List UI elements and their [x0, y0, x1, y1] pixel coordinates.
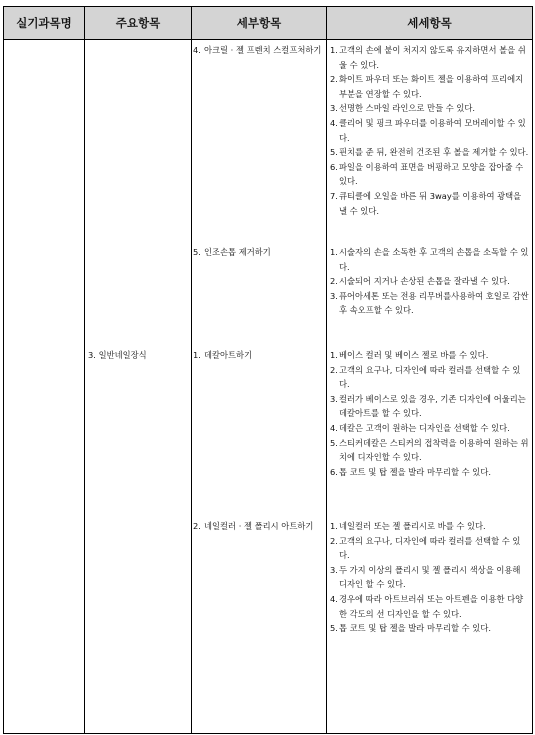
main-item-label: 일반네일장식 — [98, 350, 147, 360]
detail-list — [330, 519, 529, 636]
sub-item-number: 1. — [193, 350, 201, 360]
sub-item-cell — [193, 245, 326, 260]
list-item: 1. 네일컬러 또는 젤 폴리시로 바를 수 있다. — [330, 521, 486, 531]
detail-list — [330, 43, 529, 218]
list-item: 6. 파일을 이용하여 표면을 버핑하고 모양을 잡아줄 수 있다. — [330, 161, 524, 187]
sub-item-label: 아크릴 · 젤 프렌치 스컬프처하기 — [204, 45, 322, 55]
sub-item-label: 데칼아트하기 — [204, 350, 253, 360]
list-item: 3. 선명한 스마일 라인으로 만들 수 있다. — [330, 103, 476, 114]
list-item: 2. 고객의 요구나, 디자인에 따라 컬러를 선택할 수 있다. — [330, 364, 521, 390]
list-item: 6. 톱 코트 및 탑 젤을 발라 마무리할 수 있다. — [330, 466, 491, 477]
list-item: 4. 클리어 및 핑크 파우더를 이용하여 모버레이할 수 있다. — [330, 117, 526, 143]
list-item: 1. 시술자의 손을 소독한 후 고객의 손톱을 소독할 수 있다. — [330, 247, 529, 272]
list-item: 3. 퓨어아세톤 또는 전용 리무버를사용하여 호일로 감싼 후 속오프할 수 있다. — [330, 290, 529, 316]
list-item: 1. 베이스 컬러 및 베이스 젤로 바를 수 있다. — [330, 350, 489, 360]
list-item: 3. 두 가지 이상의 폴리시 및 젤 폴리시 색상을 이용해 디자인 할 수 있다. — [330, 564, 521, 590]
header-subject-name: 실기과목명 — [16, 16, 72, 30]
competency-table — [3, 6, 533, 734]
list-item: 2. 화이트 파우더 또는 화이트 젤을 이용하여 프리에지부분을 연장할 수 있다. — [330, 74, 524, 99]
header-detail-item: 세세항목 — [407, 16, 452, 30]
list-item: 4. 경우에 따라 아트브러쉬 또는 아트펜을 이용한 다양한 각도의 선 디자인을 할 수 있다. — [330, 593, 524, 619]
list-item: 3. 컬러가 베이스로 있을 경우, 기존 디자인에 어울리는 데칼아트를 할 수 있다. — [330, 393, 526, 419]
sub-item-number: 4. — [193, 45, 201, 55]
header-main-item: 주요항목 — [115, 16, 161, 30]
column-divider — [326, 7, 327, 733]
sub-item-cell — [193, 519, 326, 534]
list-item: 5. 톱 코트 및 탑 젤을 발라 마무리할 수 있다. — [330, 623, 491, 634]
list-item: 2. 고객의 요구나, 디자인에 따라 컬러를 선택할 수 있다. — [330, 535, 521, 561]
column-divider — [191, 7, 192, 733]
main-item-number: 3. — [88, 350, 96, 360]
sub-item-cell — [193, 348, 326, 363]
list-item: 7. 큐티클에 오일을 바른 뒤 3way를 이용하여 광택을 낼 수 있다. — [330, 190, 522, 216]
list-item: 5. 스티커데칼은 스티커의 접착력을 이용하여 원하는 위치에 디자인할 수 있다. — [330, 437, 529, 463]
detail-list — [330, 348, 529, 479]
list-item: 2. 시술되어 지거나 손상된 손톱을 잘라낼 수 있다. — [330, 276, 510, 287]
sub-item-number: 5. — [193, 247, 201, 257]
list-item: 4. 데칼은 고객이 원하는 디자인을 선택할 수 있다. — [330, 422, 510, 433]
column-divider — [84, 7, 85, 733]
sub-item-number: 2. — [193, 521, 201, 531]
list-item: 1. 고객의 손에 붙이 처지지 않도록 유지하면서 볼을 쉬울 수 있다. — [330, 45, 526, 70]
header-sub-item: 세부항목 — [236, 16, 282, 30]
sub-item-label: 네일컬러 · 젤 폴리시 아트하기 — [204, 521, 314, 531]
detail-list — [330, 245, 529, 318]
sub-item-label: 인조손톱 제거하기 — [204, 247, 271, 257]
sub-item-cell — [193, 43, 326, 58]
list-item: 5. 핀치를 준 뒤, 완전히 건조된 후 볼을 제거할 수 있다. — [330, 147, 529, 158]
main-item-cell — [88, 348, 188, 363]
